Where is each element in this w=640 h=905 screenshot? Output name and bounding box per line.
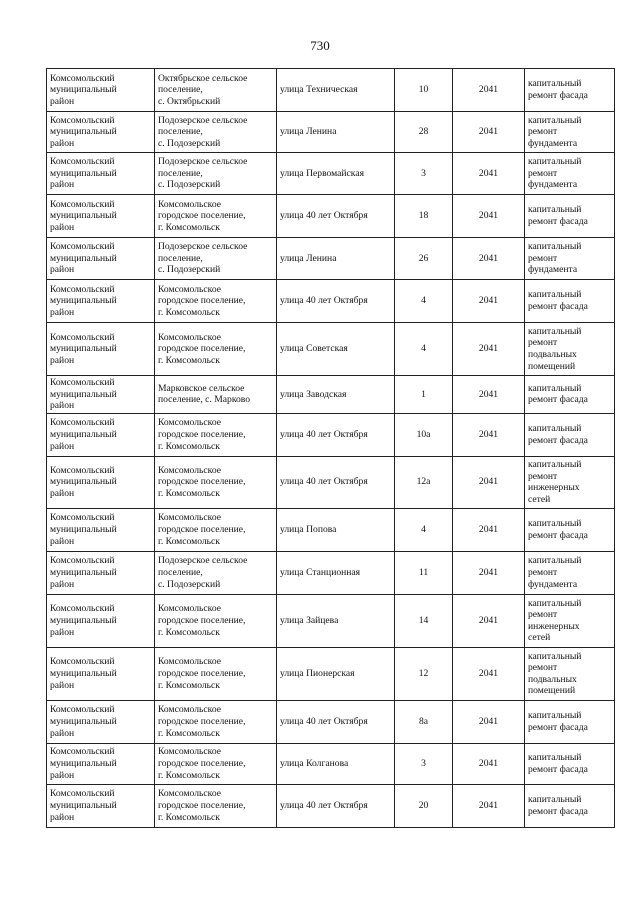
settlement-cell: Комсомольское городское поселение, г. Комсомольск	[155, 195, 277, 238]
district-cell: Комсомольский муниципальный район	[47, 456, 155, 508]
street-cell: улица Попова	[277, 508, 395, 551]
settlement-cell: Подозерское сельское поселение, с. Подозерский	[155, 112, 277, 153]
street-cell: улица 40 лет Октября	[277, 280, 395, 323]
house-number-cell: 20	[395, 784, 453, 827]
year-cell: 2041	[453, 784, 525, 827]
district-cell: Комсомольский муниципальный район	[47, 784, 155, 827]
district-cell: Комсомольский муниципальный район	[47, 112, 155, 153]
house-number-cell: 18	[395, 195, 453, 238]
settlement-cell: Октябрьское сельское поселение, с. Октябрьский	[155, 69, 277, 112]
work-type-cell: капитальный ремонт фундамента	[525, 112, 615, 153]
settlement-cell: Комсомольское городское поселение, г. Комсомольск	[155, 508, 277, 551]
district-cell: Комсомольский муниципальный район	[47, 376, 155, 414]
table-body	[47, 69, 615, 828]
work-type-cell: капитальный ремонт инженерных сетей	[525, 594, 615, 647]
year-cell: 2041	[453, 508, 525, 551]
work-type-cell: капитальный ремонт фасада	[525, 743, 615, 784]
year-cell: 2041	[453, 323, 525, 376]
district-cell: Комсомольский муниципальный район	[47, 195, 155, 238]
repair-schedule-table	[46, 68, 615, 828]
work-type-cell: капитальный ремонт фасада	[525, 784, 615, 827]
house-number-cell: 4	[395, 508, 453, 551]
district-cell: Комсомольский муниципальный район	[47, 413, 155, 456]
settlement-cell: Комсомольское городское поселение, г. Комсомольск	[155, 456, 277, 508]
street-cell: улица 40 лет Октября	[277, 413, 395, 456]
house-number-cell: 1	[395, 376, 453, 414]
street-cell: улица Ленина	[277, 112, 395, 153]
street-cell: улица Зайцева	[277, 594, 395, 647]
street-cell: улица Советская	[277, 323, 395, 376]
table-row	[47, 323, 615, 376]
table-row	[47, 508, 615, 551]
house-number-cell: 12	[395, 647, 453, 700]
house-number-cell: 10а	[395, 413, 453, 456]
district-cell: Комсомольский муниципальный район	[47, 323, 155, 376]
district-cell: Комсомольский муниципальный район	[47, 508, 155, 551]
settlement-cell: Комсомольское городское поселение, г. Комсомольск	[155, 784, 277, 827]
year-cell: 2041	[453, 743, 525, 784]
street-cell: улица 40 лет Октября	[277, 195, 395, 238]
work-type-cell: капитальный ремонт фундамента	[525, 238, 615, 280]
year-cell: 2041	[453, 594, 525, 647]
table-row	[47, 700, 615, 743]
house-number-cell: 3	[395, 743, 453, 784]
work-type-cell: капитальный ремонт фасада	[525, 700, 615, 743]
work-type-cell: капитальный ремонт фасада	[525, 195, 615, 238]
work-type-cell: капитальный ремонт фасада	[525, 280, 615, 323]
year-cell: 2041	[453, 112, 525, 153]
street-cell: улица Первомайская	[277, 153, 395, 195]
table-row	[47, 238, 615, 280]
year-cell: 2041	[453, 551, 525, 594]
street-cell: улица Техническая	[277, 69, 395, 112]
district-cell: Комсомольский муниципальный район	[47, 280, 155, 323]
work-type-cell: капитальный ремонт фундамента	[525, 551, 615, 594]
table-row	[47, 743, 615, 784]
settlement-cell: Подозерское сельское поселение, с. Подозерский	[155, 238, 277, 280]
year-cell: 2041	[453, 195, 525, 238]
settlement-cell: Подозерское сельское поселение, с. Подозерский	[155, 153, 277, 195]
settlement-cell: Комсомольское городское поселение, г. Комсомольск	[155, 700, 277, 743]
year-cell: 2041	[453, 413, 525, 456]
settlement-cell: Комсомольское городское поселение, г. Комсомольск	[155, 647, 277, 700]
house-number-cell: 4	[395, 323, 453, 376]
district-cell: Комсомольский муниципальный район	[47, 743, 155, 784]
work-type-cell: капитальный ремонт фундамента	[525, 153, 615, 195]
street-cell: улица 40 лет Октября	[277, 700, 395, 743]
street-cell: улица 40 лет Октября	[277, 784, 395, 827]
work-type-cell: капитальный ремонт подвальных помещений	[525, 323, 615, 376]
district-cell: Комсомольский муниципальный район	[47, 551, 155, 594]
work-type-cell: капитальный ремонт фасада	[525, 508, 615, 551]
district-cell: Комсомольский муниципальный район	[47, 700, 155, 743]
settlement-cell: Комсомольское городское поселение, г. Комсомольск	[155, 594, 277, 647]
table-row	[47, 456, 615, 508]
house-number-cell: 8а	[395, 700, 453, 743]
work-type-cell: капитальный ремонт подвальных помещений	[525, 647, 615, 700]
settlement-cell: Комсомольское городское поселение, г. Комсомольск	[155, 743, 277, 784]
district-cell: Комсомольский муниципальный район	[47, 594, 155, 647]
street-cell: улица Станционная	[277, 551, 395, 594]
street-cell: улица Заводская	[277, 376, 395, 414]
table-row	[47, 153, 615, 195]
house-number-cell: 10	[395, 69, 453, 112]
table-row	[47, 551, 615, 594]
street-cell: улица Пионерская	[277, 647, 395, 700]
page-number: 730	[310, 38, 330, 53]
table-row	[47, 647, 615, 700]
district-cell: Комсомольский муниципальный район	[47, 153, 155, 195]
street-cell: улица Колганова	[277, 743, 395, 784]
house-number-cell: 11	[395, 551, 453, 594]
year-cell: 2041	[453, 456, 525, 508]
table-row	[47, 784, 615, 827]
year-cell: 2041	[453, 280, 525, 323]
district-cell: Комсомольский муниципальный район	[47, 238, 155, 280]
work-type-cell: капитальный ремонт фасада	[525, 69, 615, 112]
settlement-cell: Подозерское сельское поселение, с. Подозерский	[155, 551, 277, 594]
house-number-cell: 26	[395, 238, 453, 280]
house-number-cell: 4	[395, 280, 453, 323]
settlement-cell: Комсомольское городское поселение, г. Комсомольск	[155, 413, 277, 456]
work-type-cell: капитальный ремонт фасада	[525, 413, 615, 456]
table-row	[47, 594, 615, 647]
year-cell: 2041	[453, 238, 525, 280]
house-number-cell: 14	[395, 594, 453, 647]
year-cell: 2041	[453, 69, 525, 112]
house-number-cell: 12а	[395, 456, 453, 508]
district-cell: Комсомольский муниципальный район	[47, 69, 155, 112]
settlement-cell: Комсомольское городское поселение, г. Комсомольск	[155, 323, 277, 376]
table-row	[47, 376, 615, 414]
work-type-cell: капитальный ремонт фасада	[525, 376, 615, 414]
table-row	[47, 69, 615, 112]
year-cell: 2041	[453, 376, 525, 414]
street-cell: улица 40 лет Октября	[277, 456, 395, 508]
settlement-cell: Марковское сельское поселение, с. Марково	[155, 376, 277, 414]
house-number-cell: 28	[395, 112, 453, 153]
house-number-cell: 3	[395, 153, 453, 195]
table-row	[47, 280, 615, 323]
year-cell: 2041	[453, 153, 525, 195]
street-cell: улица Ленина	[277, 238, 395, 280]
district-cell: Комсомольский муниципальный район	[47, 647, 155, 700]
table-row	[47, 413, 615, 456]
table-row	[47, 112, 615, 153]
table-row	[47, 195, 615, 238]
year-cell: 2041	[453, 647, 525, 700]
settlement-cell: Комсомольское городское поселение, г. Комсомольск	[155, 280, 277, 323]
work-type-cell: капитальный ремонт инженерных сетей	[525, 456, 615, 508]
year-cell: 2041	[453, 700, 525, 743]
